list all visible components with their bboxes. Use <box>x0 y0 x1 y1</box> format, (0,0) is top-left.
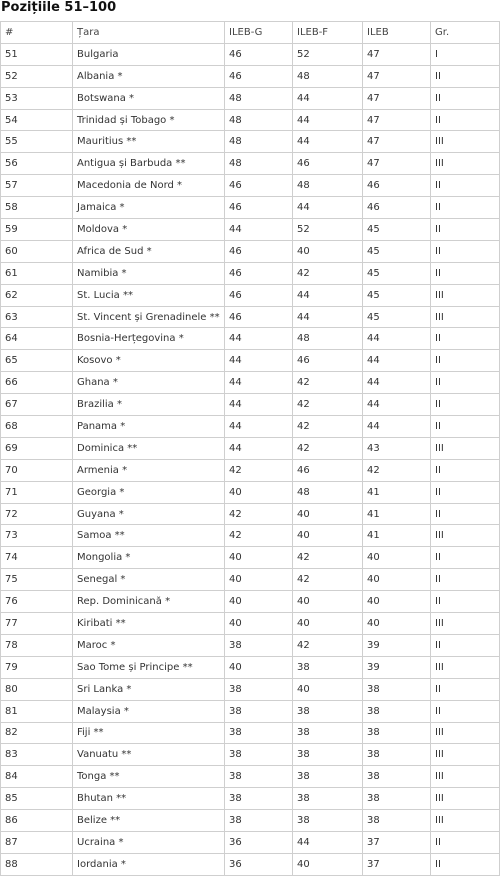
cell-ileb-g: 46 <box>225 284 293 306</box>
cell-ileb: 47 <box>363 131 431 153</box>
cell-ileb-g: 38 <box>225 788 293 810</box>
cell-ileb: 38 <box>363 766 431 788</box>
table-header-row <box>1 22 500 44</box>
table-row <box>1 394 500 416</box>
cell-ileb: 40 <box>363 547 431 569</box>
cell-ileb-f: 40 <box>293 613 363 635</box>
cell-ileb-g: 46 <box>225 65 293 87</box>
table-body <box>1 43 500 875</box>
cell-rank: 84 <box>1 766 73 788</box>
cell-ileb-f: 44 <box>293 831 363 853</box>
cell-ileb-f: 48 <box>293 65 363 87</box>
cell-ileb: 47 <box>363 65 431 87</box>
cell-rank: 52 <box>1 65 73 87</box>
cell-ileb-g: 46 <box>225 262 293 284</box>
cell-ileb: 47 <box>363 109 431 131</box>
table-row <box>1 700 500 722</box>
cell-group: III <box>431 306 500 328</box>
cell-country: Kosovo * <box>73 350 225 372</box>
cell-ileb: 46 <box>363 197 431 219</box>
table-row <box>1 43 500 65</box>
cell-ileb: 40 <box>363 591 431 613</box>
cell-group: II <box>431 175 500 197</box>
cell-group: II <box>431 372 500 394</box>
table-row <box>1 547 500 569</box>
cell-rank: 81 <box>1 700 73 722</box>
cell-ileb-g: 44 <box>225 328 293 350</box>
cell-rank: 70 <box>1 459 73 481</box>
table-row <box>1 788 500 810</box>
cell-ileb-g: 36 <box>225 831 293 853</box>
cell-ileb: 45 <box>363 262 431 284</box>
cell-rank: 55 <box>1 131 73 153</box>
table-row <box>1 678 500 700</box>
cell-ileb: 45 <box>363 219 431 241</box>
cell-ileb: 40 <box>363 569 431 591</box>
cell-ileb-g: 48 <box>225 131 293 153</box>
cell-ileb-g: 40 <box>225 613 293 635</box>
cell-ileb-f: 42 <box>293 372 363 394</box>
cell-rank: 67 <box>1 394 73 416</box>
cell-country: Africa de Sud * <box>73 240 225 262</box>
table-row <box>1 262 500 284</box>
cell-ileb-f: 44 <box>293 109 363 131</box>
header-ileb: ILEB <box>363 22 431 44</box>
table-row <box>1 306 500 328</box>
cell-country: Antigua și Barbuda ** <box>73 153 225 175</box>
cell-country: Mongolia * <box>73 547 225 569</box>
cell-group: III <box>431 613 500 635</box>
cell-group: II <box>431 262 500 284</box>
cell-ileb: 37 <box>363 853 431 875</box>
cell-group: II <box>431 197 500 219</box>
table-row <box>1 656 500 678</box>
cell-ileb-g: 44 <box>225 372 293 394</box>
cell-rank: 79 <box>1 656 73 678</box>
cell-ileb-f: 44 <box>293 131 363 153</box>
cell-country: Botswana * <box>73 87 225 109</box>
cell-country: Dominica ** <box>73 437 225 459</box>
cell-ileb-g: 44 <box>225 416 293 438</box>
cell-group: III <box>431 722 500 744</box>
table-row <box>1 65 500 87</box>
cell-ileb: 46 <box>363 175 431 197</box>
cell-country: Brazilia * <box>73 394 225 416</box>
cell-ileb-g: 40 <box>225 569 293 591</box>
cell-country: Iordania * <box>73 853 225 875</box>
cell-rank: 64 <box>1 328 73 350</box>
cell-ileb: 39 <box>363 656 431 678</box>
cell-group: II <box>431 853 500 875</box>
cell-group: III <box>431 131 500 153</box>
cell-ileb-f: 42 <box>293 634 363 656</box>
cell-country: Maroc * <box>73 634 225 656</box>
table-row <box>1 613 500 635</box>
table-row <box>1 503 500 525</box>
header-ileb-f: ILEB-F <box>293 22 363 44</box>
cell-ileb-g: 46 <box>225 175 293 197</box>
cell-country: Namibia * <box>73 262 225 284</box>
table-row <box>1 831 500 853</box>
cell-rank: 83 <box>1 744 73 766</box>
cell-ileb: 47 <box>363 153 431 175</box>
table-row <box>1 569 500 591</box>
cell-country: Kiribati ** <box>73 613 225 635</box>
table-row <box>1 175 500 197</box>
cell-group: III <box>431 788 500 810</box>
cell-ileb-f: 40 <box>293 503 363 525</box>
cell-group: II <box>431 634 500 656</box>
table-row <box>1 372 500 394</box>
cell-group: II <box>431 700 500 722</box>
ranking-table <box>0 21 500 876</box>
cell-rank: 72 <box>1 503 73 525</box>
cell-group: III <box>431 810 500 832</box>
cell-ileb-f: 44 <box>293 306 363 328</box>
cell-rank: 62 <box>1 284 73 306</box>
cell-rank: 77 <box>1 613 73 635</box>
cell-ileb: 38 <box>363 788 431 810</box>
cell-country: Sao Tome și Principe ** <box>73 656 225 678</box>
cell-country: Rep. Dominicană * <box>73 591 225 613</box>
cell-country: Fiji ** <box>73 722 225 744</box>
cell-rank: 53 <box>1 87 73 109</box>
cell-rank: 75 <box>1 569 73 591</box>
cell-ileb-f: 44 <box>293 87 363 109</box>
cell-rank: 61 <box>1 262 73 284</box>
cell-country: Bosnia-Herțegovina * <box>73 328 225 350</box>
cell-ileb: 44 <box>363 328 431 350</box>
cell-ileb: 41 <box>363 525 431 547</box>
cell-ileb: 41 <box>363 481 431 503</box>
cell-ileb-f: 48 <box>293 175 363 197</box>
cell-country: Mauritius ** <box>73 131 225 153</box>
cell-ileb-f: 42 <box>293 416 363 438</box>
cell-country: Ghana * <box>73 372 225 394</box>
cell-ileb-f: 52 <box>293 43 363 65</box>
cell-ileb-g: 38 <box>225 810 293 832</box>
cell-country: Guyana * <box>73 503 225 525</box>
table-row <box>1 459 500 481</box>
table-row <box>1 328 500 350</box>
cell-country: Sri Lanka * <box>73 678 225 700</box>
cell-ileb-f: 40 <box>293 591 363 613</box>
cell-rank: 80 <box>1 678 73 700</box>
cell-group: III <box>431 437 500 459</box>
table-row <box>1 350 500 372</box>
cell-group: III <box>431 525 500 547</box>
cell-ileb-g: 40 <box>225 547 293 569</box>
cell-country: Armenia * <box>73 459 225 481</box>
cell-rank: 63 <box>1 306 73 328</box>
cell-ileb: 43 <box>363 437 431 459</box>
cell-ileb-f: 38 <box>293 788 363 810</box>
cell-ileb-f: 42 <box>293 394 363 416</box>
cell-ileb-g: 38 <box>225 634 293 656</box>
cell-rank: 59 <box>1 219 73 241</box>
cell-group: II <box>431 219 500 241</box>
cell-ileb: 41 <box>363 503 431 525</box>
cell-country: Senegal * <box>73 569 225 591</box>
cell-ileb-f: 38 <box>293 700 363 722</box>
cell-ileb-g: 40 <box>225 481 293 503</box>
cell-ileb-g: 38 <box>225 766 293 788</box>
table-row <box>1 240 500 262</box>
cell-ileb-g: 46 <box>225 240 293 262</box>
cell-ileb-f: 48 <box>293 328 363 350</box>
cell-ileb: 42 <box>363 459 431 481</box>
cell-rank: 78 <box>1 634 73 656</box>
cell-ileb-f: 46 <box>293 153 363 175</box>
cell-group: II <box>431 109 500 131</box>
cell-country: Panama * <box>73 416 225 438</box>
cell-country: Belize ** <box>73 810 225 832</box>
cell-ileb-g: 42 <box>225 503 293 525</box>
table-row <box>1 481 500 503</box>
cell-ileb-g: 38 <box>225 700 293 722</box>
cell-rank: 85 <box>1 788 73 810</box>
cell-ileb-g: 48 <box>225 153 293 175</box>
cell-ileb: 40 <box>363 613 431 635</box>
cell-ileb: 38 <box>363 810 431 832</box>
cell-country: Ucraina * <box>73 831 225 853</box>
cell-ileb-g: 44 <box>225 219 293 241</box>
cell-ileb-f: 46 <box>293 350 363 372</box>
cell-rank: 66 <box>1 372 73 394</box>
cell-ileb-f: 38 <box>293 722 363 744</box>
cell-ileb-f: 44 <box>293 197 363 219</box>
cell-ileb-g: 46 <box>225 306 293 328</box>
cell-country: Trinidad și Tobago * <box>73 109 225 131</box>
cell-rank: 68 <box>1 416 73 438</box>
table-row <box>1 284 500 306</box>
cell-ileb-g: 44 <box>225 394 293 416</box>
table-row <box>1 766 500 788</box>
table-row <box>1 197 500 219</box>
cell-ileb-g: 44 <box>225 437 293 459</box>
cell-ileb: 44 <box>363 394 431 416</box>
table-row <box>1 744 500 766</box>
cell-ileb-f: 38 <box>293 766 363 788</box>
cell-ileb-g: 46 <box>225 43 293 65</box>
header-ileb-g: ILEB-G <box>225 22 293 44</box>
cell-country: Albania * <box>73 65 225 87</box>
cell-rank: 88 <box>1 853 73 875</box>
cell-ileb: 44 <box>363 372 431 394</box>
table-row <box>1 591 500 613</box>
table-row <box>1 634 500 656</box>
cell-ileb-f: 38 <box>293 656 363 678</box>
cell-country: Jamaica * <box>73 197 225 219</box>
cell-group: III <box>431 153 500 175</box>
cell-ileb-g: 46 <box>225 197 293 219</box>
table-row <box>1 525 500 547</box>
cell-rank: 71 <box>1 481 73 503</box>
cell-ileb: 47 <box>363 43 431 65</box>
cell-rank: 82 <box>1 722 73 744</box>
cell-group: II <box>431 678 500 700</box>
cell-ileb-f: 42 <box>293 547 363 569</box>
cell-ileb-f: 40 <box>293 240 363 262</box>
table-row <box>1 437 500 459</box>
cell-group: II <box>431 591 500 613</box>
cell-ileb-f: 38 <box>293 744 363 766</box>
cell-ileb-g: 38 <box>225 722 293 744</box>
cell-group: I <box>431 43 500 65</box>
cell-ileb-g: 38 <box>225 678 293 700</box>
cell-country: Bulgaria <box>73 43 225 65</box>
cell-rank: 65 <box>1 350 73 372</box>
cell-ileb-f: 40 <box>293 853 363 875</box>
cell-ileb: 37 <box>363 831 431 853</box>
cell-country: Samoa ** <box>73 525 225 547</box>
cell-ileb: 44 <box>363 416 431 438</box>
cell-ileb-g: 40 <box>225 656 293 678</box>
cell-group: III <box>431 284 500 306</box>
cell-rank: 87 <box>1 831 73 853</box>
cell-ileb-g: 48 <box>225 109 293 131</box>
cell-ileb-g: 36 <box>225 853 293 875</box>
cell-ileb-f: 40 <box>293 525 363 547</box>
page-title: Pozițiile 51–100 <box>1 0 117 15</box>
cell-ileb-g: 44 <box>225 350 293 372</box>
table-row <box>1 153 500 175</box>
cell-ileb: 38 <box>363 744 431 766</box>
cell-group: II <box>431 459 500 481</box>
cell-group: III <box>431 766 500 788</box>
cell-group: II <box>431 240 500 262</box>
header-rank: # <box>1 22 73 44</box>
cell-ileb-f: 38 <box>293 810 363 832</box>
cell-country: Bhutan ** <box>73 788 225 810</box>
cell-rank: 56 <box>1 153 73 175</box>
cell-ileb-f: 46 <box>293 459 363 481</box>
cell-rank: 57 <box>1 175 73 197</box>
cell-group: III <box>431 656 500 678</box>
cell-ileb-g: 40 <box>225 591 293 613</box>
cell-group: II <box>431 87 500 109</box>
cell-country: Macedonia de Nord * <box>73 175 225 197</box>
cell-group: II <box>431 831 500 853</box>
table-row <box>1 109 500 131</box>
cell-ileb-f: 52 <box>293 219 363 241</box>
table-row <box>1 810 500 832</box>
cell-rank: 51 <box>1 43 73 65</box>
header-country: Țara <box>73 22 225 44</box>
cell-group: II <box>431 547 500 569</box>
cell-group: II <box>431 350 500 372</box>
cell-country: St. Lucia ** <box>73 284 225 306</box>
cell-rank: 69 <box>1 437 73 459</box>
cell-rank: 76 <box>1 591 73 613</box>
cell-ileb: 38 <box>363 678 431 700</box>
cell-group: II <box>431 328 500 350</box>
header-group: Gr. <box>431 22 500 44</box>
table-row <box>1 722 500 744</box>
cell-country: St. Vincent și Grenadinele ** <box>73 306 225 328</box>
cell-country: Tonga ** <box>73 766 225 788</box>
cell-ileb-f: 40 <box>293 678 363 700</box>
cell-ileb: 45 <box>363 284 431 306</box>
table-row <box>1 416 500 438</box>
cell-group: II <box>431 416 500 438</box>
cell-rank: 54 <box>1 109 73 131</box>
cell-ileb: 45 <box>363 306 431 328</box>
cell-country: Vanuatu ** <box>73 744 225 766</box>
cell-ileb-f: 42 <box>293 262 363 284</box>
cell-ileb: 47 <box>363 87 431 109</box>
cell-rank: 73 <box>1 525 73 547</box>
cell-ileb: 44 <box>363 350 431 372</box>
cell-group: II <box>431 65 500 87</box>
cell-ileb: 38 <box>363 722 431 744</box>
cell-group: II <box>431 503 500 525</box>
cell-ileb-g: 38 <box>225 744 293 766</box>
cell-group: II <box>431 394 500 416</box>
cell-group: III <box>431 744 500 766</box>
cell-country: Malaysia * <box>73 700 225 722</box>
cell-country: Moldova * <box>73 219 225 241</box>
cell-ileb: 45 <box>363 240 431 262</box>
cell-ileb-f: 48 <box>293 481 363 503</box>
cell-rank: 60 <box>1 240 73 262</box>
cell-ileb: 38 <box>363 700 431 722</box>
table-row <box>1 131 500 153</box>
cell-rank: 74 <box>1 547 73 569</box>
table-row <box>1 219 500 241</box>
cell-group: II <box>431 569 500 591</box>
cell-ileb-g: 42 <box>225 525 293 547</box>
cell-ileb-f: 44 <box>293 284 363 306</box>
cell-ileb-f: 42 <box>293 437 363 459</box>
cell-ileb: 39 <box>363 634 431 656</box>
cell-ileb-f: 42 <box>293 569 363 591</box>
cell-group: II <box>431 481 500 503</box>
cell-rank: 86 <box>1 810 73 832</box>
cell-country: Georgia * <box>73 481 225 503</box>
cell-rank: 58 <box>1 197 73 219</box>
cell-ileb-g: 42 <box>225 459 293 481</box>
table-row <box>1 87 500 109</box>
table-row <box>1 853 500 875</box>
cell-ileb-g: 48 <box>225 87 293 109</box>
